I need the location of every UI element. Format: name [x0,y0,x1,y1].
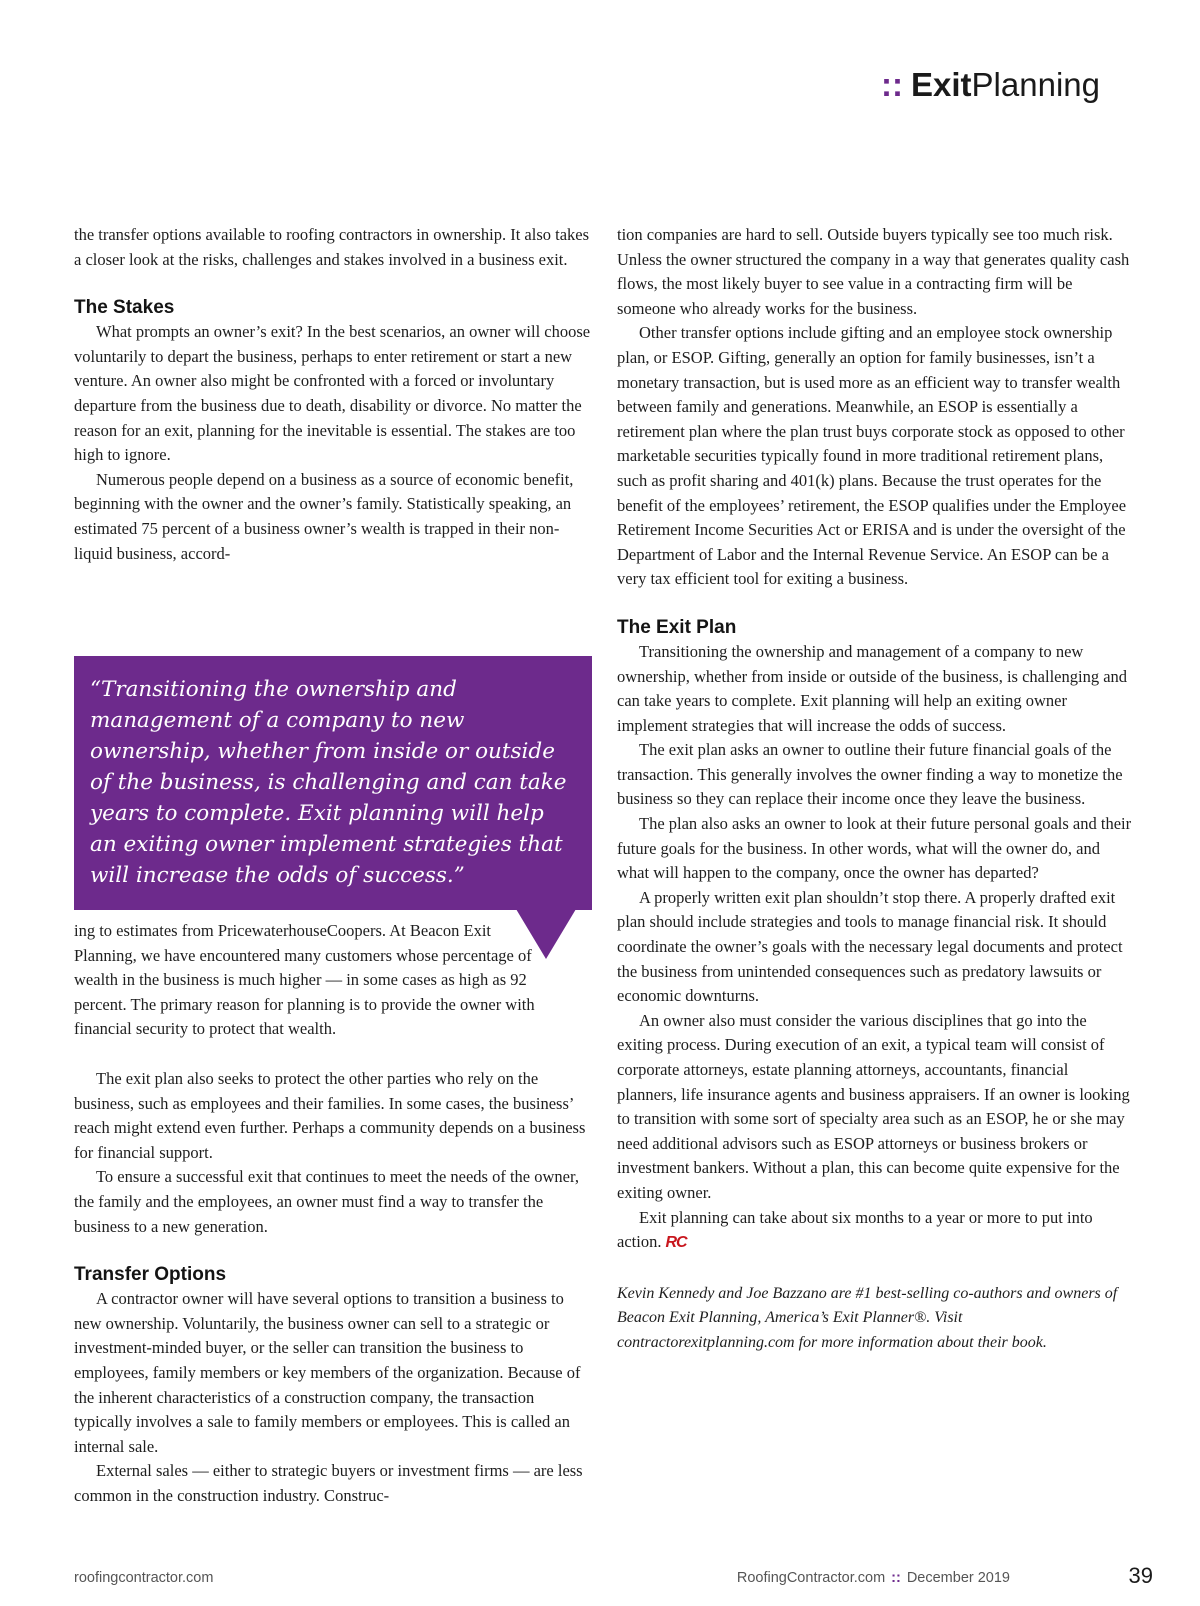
footer-website: roofingcontractor.com [74,1570,214,1586]
footer-publication: RoofingContractor.com [736,1570,886,1586]
intro-paragraph: the transfer options available to roofing contractors in ownership. It also takes a closer look at the risks, challenges and stakes involved in a business exit. [74,225,590,269]
exit-paragraph-4: A properly written exit plan shouldn’t stop there. A properly drafted exit plan should include strategies and tools to manage financial risk. It should coordinate the owner’s goals with the necessary legal documents and protect the business from unintended consequences such as predatory lawsuits or economic downturns. [617,887,1123,1006]
section-header [881,66,1100,104]
continued-paragraph: ing to estimates from PricewaterhouseCoopers. At Beacon Exit Planning, we have encountered many customers whose percentage of wealth in the business is much higher — in some cases as high as 92 percent. The primary reason for planning is to provide the owner with financial security to protect that wealth. [74,921,535,1039]
transfer-heading: Transfer Options [74,1264,227,1286]
other-options-paragraph: Other transfer options include gifting and an employee stock ownership plan, or ESOP. Gifting, generally an option for family businesses, isn’t a monetary transaction, but is used more as an efficient way to transfer wealth between family and generations. Meanwhile, an ESOP is essentially a retirement plan where the plan trust buys corporate stock as opposed to other marketable securities typically found in more traditional retirement plans, such as profit sharing and 401(k) plans. Because the trust operates for the benefit of the employees’ retirement, the ESOP qualifies under the Employee Retirement Income Securities Act or ERISA and is under the oversight of the Department of Labor and the Internal Revenue Service. An ESOP can be a very tax efficient tool for exiting a business. [617,323,1127,589]
pull-quote [74,656,592,910]
section-title-rest: Planning [971,66,1100,103]
author-bio: Kevin Kennedy and Joe Bazzano are #1 best-selling co-authors and owners of Beacon Exit Planning, America’s Exit Planner®. Visit contractorexitplanning.com for more information about their book. [617,1284,1118,1351]
protect-paragraph: The exit plan also seeks to protect the other parties who rely on the business, such as employees and their families. In some cases, the business’ reach might extend even further. Perhaps a community depends on a business for financial support. [74,1069,586,1162]
section-dots: :: [881,66,904,103]
transfer-paragraph-2: External sales — either to strategic buyers or investment firms — are less common in the construction industry. Construc- [74,1461,583,1505]
rc-end-mark-logo: RC [665,1234,687,1252]
exit-paragraph-6-text: Exit planning can take about six months to a year or more to put into action. [617,1207,1093,1252]
stakes-paragraph-1: What prompts an owner’s exit? In the best scenarios, an owner will choose voluntarily to depart the business, perhaps to enter retirement or start a new venture. An owner also might be confronted with a forced or involuntary departure from the business due to death, disability or divorce. No matter the reason for an exit, planning for the inevitable is essential. The stakes are too high to ignore. [74,322,591,465]
exit-paragraph-2: The exit plan asks an owner to outline their future financial goals of the transaction. This generally involves the owner finding a way to monetize the business so they can replace their income once they leave the business. [617,740,1123,809]
exit-paragraph-5: An owner also must consider the various disciplines that go into the exiting process. During execution of an exit, a typical team will consist of corporate attorneys, estate planning attorneys, accountants, financial planners, life insurance agents and business appraisers. If an owner is looking to transition with some sort of specialty area such as an ESOP, he or she may need additional advisors such as ESOP attorneys or business brokers or investment bankers. Without a plan, this can become quite expensive for the exiting owner. [617,1010,1130,1202]
footer-separator: :: [891,1570,901,1586]
left-column-bottom [74,1067,594,1509]
exit-plan-heading: The Exit Plan [617,616,737,638]
stakes-paragraph-2: Numerous people depend on a business as a source of economic benefit, beginning with the owner and the owner’s family. Statistically speaking, an estimated 75 percent of a business owner’s wealth is trapped in their non-liquid business, accord- [74,469,574,563]
right-column [617,223,1132,1356]
page-number: 39 [1128,1563,1153,1588]
footer-date: December 2019 [906,1570,1010,1586]
footer-publication-info [737,1570,1010,1586]
ensure-paragraph: To ensure a successful exit that continues to meet the needs of the owner, the family and the employees, an owner must find a way to transfer the business to a new generation. [74,1167,579,1236]
transfer-paragraph-1: A contractor owner will have several options to transition a business to new ownership. Voluntarily, the business owner can sell to a strategic or investment-minded buyer, or the seller can transition the business to employees, family members or key members of the organization. Because of the inherent characteristics of a construction company, the transaction typically involves a sale to family members or employees. This is called an internal sale. [74,1289,581,1456]
exit-paragraph-1: Transitioning the ownership and management of a company to new ownership, whether from inside or outside of the business, is challenging and can take years to complete. Exit planning will help an exiting owner implement strategies that will increase the odds of success. [617,641,1128,735]
section-title-bold: Exit [911,66,972,103]
right-continued-paragraph: tion companies are hard to sell. Outside buyers typically see too much risk. Unless the owner structured the company in a way that generates quality cash flows, the most likely buyer to see value in a contracting firm will be someone who already works for the business. [617,225,1130,318]
exit-paragraph-6 [617,1206,1132,1256]
exit-paragraph-3: The plan also asks an owner to look at their future personal goals and their future goals for the business. In other words, what will the owner do, and what will happen to the company, once the owner has departed? [617,814,1132,883]
stakes-heading: The Stakes [74,297,175,319]
left-column-continued [74,919,554,1042]
pull-quote-text: “Transitioning the ownership and management of a company to new ownership, whether from inside or outside of the business, is challenging and can take years to complete. Exit planning will help an exiting owner implement strategies that will increase the odds of success.” [90,677,567,888]
left-column-top [74,223,594,566]
